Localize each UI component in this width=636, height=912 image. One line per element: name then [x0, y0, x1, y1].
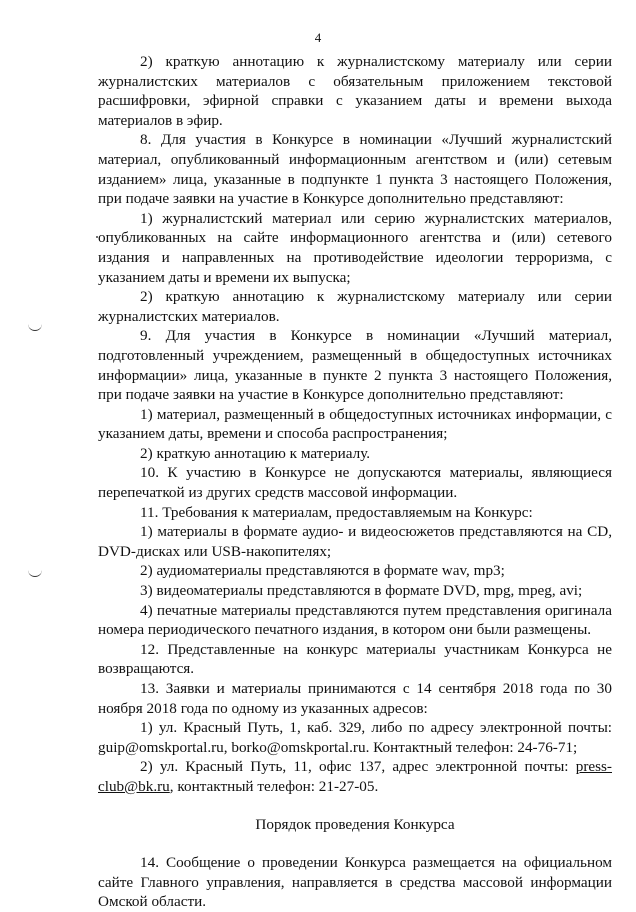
paragraph: 1) материал, размещенный в общедоступных источниках информации, с указанием даты, времени и способа распространения;: [98, 405, 612, 443]
document-body: [98, 52, 612, 912]
paragraph-address-2: [98, 757, 612, 796]
paragraph: 1) материалы в формате аудио- и видеосюжетов представляются на CD, DVD-дисках или USB-накопителях;: [98, 523, 612, 560]
paragraph: 3) видеоматериалы представляются в формате DVD, mpg, mpeg, avi;: [140, 582, 583, 600]
paragraph: 9. Для участия в Конкурсе в номинации «Лучший материал, подготовленный учреждением, размещенный в общедоступных источниках информации» лица, указанные в пункте 2 пункта 3 настоящего Положения, при подаче заявки на участие в Конкурсе дополнительно представляют:: [98, 327, 612, 404]
section-heading: Порядок проведения Конкурса: [255, 815, 455, 833]
paragraph: 2) краткую аннотацию к журналистскому материалу или серии журналистских материалов.: [98, 288, 612, 325]
address-phone-text: , контактный телефон: 21-27-05.: [169, 777, 379, 795]
paragraph: 4) печатные материалы представляются путем представления оригинала номера периодического печатного издания, в котором они были размещены.: [98, 601, 612, 639]
paragraph: 1) журналистский материал или серию журналистских материалов, опубликованных на сайте информационного агентства и (или) сетевого издания и направленных на противодействие идеологии терроризма, с указанием даты и времени их выпуска;: [98, 209, 612, 286]
address-text: 2) ул. Красный Путь, 11, офис 137, адрес электронной почты:: [140, 758, 576, 776]
paragraph: 14. Сообщение о проведении Конкурса размещается на официальном сайте Главного управления, направляется в средства массовой информации Омской области.: [98, 854, 612, 911]
punch-mark-top: [28, 322, 42, 331]
paragraph: 10. К участию в Конкурсе не допускаются материалы, являющиеся перепечаткой из других средств массовой информации.: [98, 464, 612, 502]
email-link[interactable]: press-club@bk.ru: [98, 758, 612, 795]
paragraph: 13. Заявки и материалы принимаются с 14 сентября 2018 года по 30 ноября 2018 года по одному из указанных адресов:: [98, 680, 612, 717]
paragraph: 12. Представленные на конкурс материалы участникам Конкурса не возвращаются.: [98, 640, 612, 678]
paragraph: 1) ул. Красный Путь, 1, каб. 329, либо по адресу электронной почты: guip@omskportal.ru, borko@omskportal.ru. Контактный телефон: 24-76-71;: [98, 719, 612, 756]
paragraph: 8. Для участия в Конкурсе в номинации «Лучший журналистский материал, опубликованный информационным агентством и (или) сетевым изданием» лица, указанные в подпункте 1 пункта 3 настоящего Положения, при подаче заявки на участие в Конкурсе дополнительно представляют:: [98, 131, 612, 208]
paragraph: 2) краткую аннотацию к журналистскому материалу или серии журналистских материалов с обязательным приложением текстовой расшифровки, эфирной справки с указанием даты и времени выхода материалов в эфир.: [98, 53, 612, 129]
paragraph: 2) краткую аннотацию к материалу.: [140, 444, 371, 462]
paragraph: 2) аудиоматериалы представляются в формате wav, mp3;: [140, 562, 505, 580]
punch-mark-bottom: [28, 568, 42, 577]
paragraph: 11. Требования к материалам, предоставляемым на Конкурс:: [140, 503, 533, 521]
page-number: 4: [314, 30, 322, 45]
